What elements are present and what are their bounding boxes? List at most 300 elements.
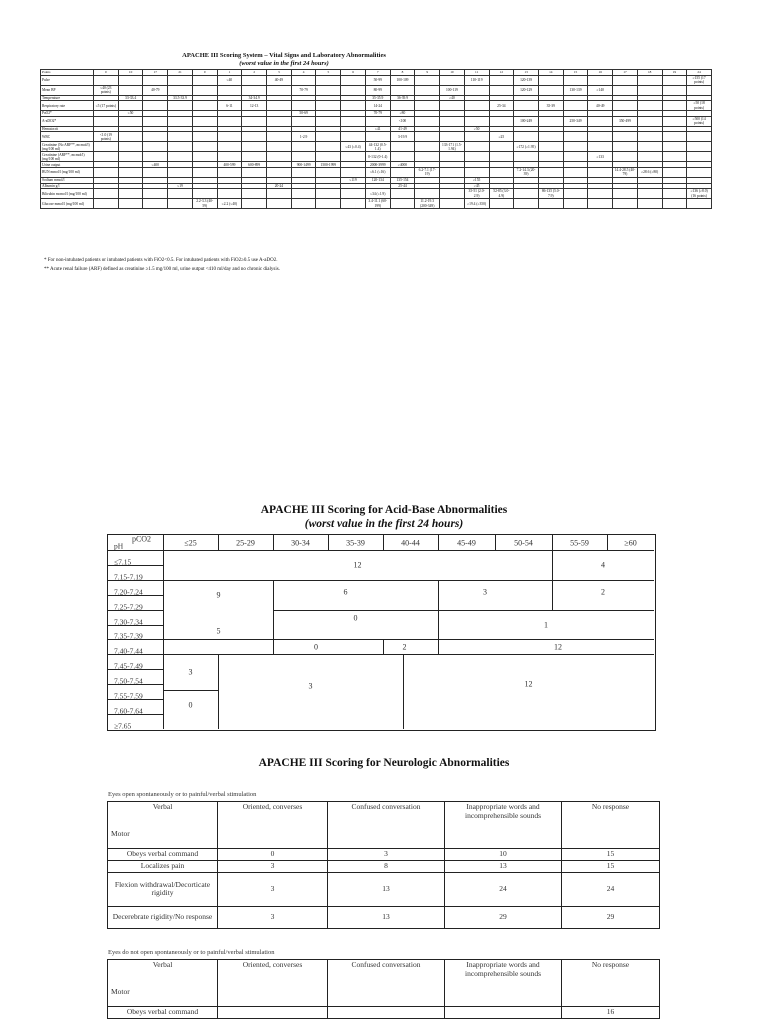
score-cell: 52-85 (3.0-4.9) bbox=[489, 189, 514, 199]
points-column-header: 19 bbox=[662, 70, 687, 76]
ph-row-label: ≤7.15 bbox=[114, 557, 132, 566]
score-cell: ≤119 bbox=[341, 177, 366, 183]
score-cell: ≤41 bbox=[365, 126, 390, 132]
score-cell bbox=[267, 152, 292, 162]
score-cell bbox=[637, 75, 662, 85]
score-cell bbox=[489, 152, 514, 162]
score-cell: 50-99 bbox=[365, 75, 390, 85]
score-cell bbox=[168, 75, 193, 85]
vital-signs-row bbox=[41, 152, 712, 162]
score-cell bbox=[242, 85, 267, 95]
points-column-header: 10 bbox=[118, 70, 143, 76]
header-column-divider bbox=[273, 535, 274, 550]
score-cell bbox=[588, 116, 613, 126]
score-cell: ≥500 (14 points) bbox=[687, 116, 712, 126]
neuro-row bbox=[108, 872, 660, 906]
score-cell bbox=[464, 116, 489, 126]
verbal-column-header: Confused conversation bbox=[328, 960, 445, 1007]
score-cell bbox=[291, 189, 316, 199]
score-cell bbox=[168, 199, 193, 209]
eyes-open-caption: Eyes open spontaneously or to painful/verbal stimulation bbox=[108, 791, 257, 798]
score-cell: 70-79 bbox=[365, 111, 390, 117]
score-cell: ≥25 bbox=[489, 132, 514, 142]
footnote-2: ** Acute renal failure (ARF) defined as creatinine ≥1.5 mg/100 ml, urine output <410 ml/day and no chronic dialysis. bbox=[44, 267, 280, 272]
vital-signs-row bbox=[41, 132, 712, 142]
score-cell bbox=[118, 132, 143, 142]
score-cell bbox=[489, 199, 514, 209]
neuro-score bbox=[445, 1007, 562, 1019]
score-cell bbox=[118, 167, 143, 177]
score-cell: 14-24 bbox=[365, 101, 390, 111]
score-cell bbox=[637, 189, 662, 199]
score-region: 12 bbox=[353, 560, 362, 570]
score-cell bbox=[291, 101, 316, 111]
score-region: 3 bbox=[308, 681, 313, 691]
score-cell bbox=[563, 167, 588, 177]
ph-row-label: 7.35-7.39 bbox=[114, 631, 143, 641]
score-cell bbox=[291, 199, 316, 209]
region-border bbox=[438, 580, 439, 610]
score-cell bbox=[390, 152, 415, 162]
score-cell bbox=[267, 189, 292, 199]
neuro-score: 24 bbox=[562, 872, 660, 906]
verbal-motor-corner bbox=[108, 960, 218, 1007]
score-cell bbox=[192, 85, 217, 95]
points-column-header: 5 bbox=[316, 70, 341, 76]
score-cell bbox=[316, 142, 341, 152]
score-cell: 1-2.9 bbox=[291, 132, 316, 142]
score-cell: ≤34 (≤1.9) bbox=[365, 189, 390, 199]
score-cell bbox=[242, 152, 267, 162]
score-cell bbox=[514, 189, 539, 199]
score-cell bbox=[341, 101, 366, 111]
score-cell bbox=[440, 116, 465, 126]
score-cell bbox=[143, 199, 168, 209]
neuro-score bbox=[218, 1007, 328, 1019]
neuro-table-eyes-open bbox=[107, 801, 660, 929]
row-label: Glucose mmol/l (mg/100 ml) bbox=[41, 199, 94, 209]
vital-signs-title bbox=[40, 52, 528, 68]
score-cell bbox=[242, 189, 267, 199]
score-cell bbox=[94, 75, 119, 85]
score-cell: 400-599 bbox=[217, 162, 242, 168]
neuro-header-row bbox=[108, 960, 660, 1007]
vital-signs-row bbox=[41, 142, 712, 152]
score-cell bbox=[687, 199, 712, 209]
score-cell: 86-135 (5.0-7.9) bbox=[538, 189, 563, 199]
score-cell bbox=[242, 75, 267, 85]
row-label: Urine output bbox=[41, 162, 94, 168]
score-cell: 6-11 bbox=[217, 101, 242, 111]
score-cell: ≥133 bbox=[588, 152, 613, 162]
vital-signs-row bbox=[41, 189, 712, 199]
score-cell bbox=[242, 142, 267, 152]
score-cell: <1.0 (19 points) bbox=[94, 132, 119, 142]
score-cell bbox=[168, 132, 193, 142]
neuro-score: 13 bbox=[445, 861, 562, 873]
points-column-header: 24 bbox=[687, 70, 712, 76]
row-label: Creatinine (No ARF**, mcmol/l) (mg/100 ml) bbox=[41, 142, 94, 152]
score-cell bbox=[538, 85, 563, 95]
neuro-score: 3 bbox=[218, 906, 328, 928]
neuro-score: 8 bbox=[328, 861, 445, 873]
score-cell bbox=[687, 132, 712, 142]
score-cell: 44-132 (0.5-1.4) bbox=[365, 142, 390, 152]
score-cell bbox=[489, 142, 514, 152]
score-cell bbox=[118, 101, 143, 111]
ph-row-label: 7.15-7.19 bbox=[114, 572, 143, 581]
score-cell: 135-154 bbox=[390, 177, 415, 183]
region-border bbox=[163, 580, 654, 581]
score-cell bbox=[687, 85, 712, 95]
score-cell: 34-34.9 bbox=[242, 95, 267, 101]
score-cell: 35-35.9 bbox=[365, 95, 390, 101]
motor-response: Decerebrate rigidity/No response bbox=[108, 906, 218, 928]
header-column-divider bbox=[552, 535, 553, 550]
neuro-score: 13 bbox=[328, 872, 445, 906]
points-column-header: 4 bbox=[291, 70, 316, 76]
score-cell bbox=[341, 199, 366, 209]
score-cell bbox=[143, 142, 168, 152]
points-column-header: 9 bbox=[415, 70, 440, 76]
score-region: 1 bbox=[544, 620, 548, 629]
score-cell: ≥45 bbox=[464, 183, 489, 189]
region-border bbox=[552, 550, 553, 580]
score-cell: 130-139 bbox=[563, 85, 588, 95]
score-cell bbox=[192, 132, 217, 142]
pco2-corner-label: pCO2 bbox=[131, 534, 152, 544]
score-cell bbox=[415, 75, 440, 85]
points-column-header: 16 bbox=[588, 70, 613, 76]
score-cell bbox=[563, 199, 588, 209]
neuro-score: 10 bbox=[445, 849, 562, 861]
score-cell bbox=[217, 132, 242, 142]
score-cell bbox=[94, 152, 119, 162]
verbal-column-header: Inappropriate words and incomprehensible sounds bbox=[445, 802, 562, 849]
score-cell bbox=[563, 75, 588, 85]
score-cell: 40-49 bbox=[267, 75, 292, 85]
score-cell bbox=[489, 85, 514, 95]
acid-base-title bbox=[108, 503, 660, 531]
neuro-score: 3 bbox=[218, 872, 328, 906]
score-cell bbox=[415, 116, 440, 126]
score-cell bbox=[168, 101, 193, 111]
score-cell bbox=[390, 85, 415, 95]
score-cell: 80-99 bbox=[365, 85, 390, 95]
score-cell bbox=[94, 189, 119, 199]
score-cell bbox=[588, 75, 613, 85]
score-cell bbox=[316, 152, 341, 162]
score-cell bbox=[143, 75, 168, 85]
score-cell bbox=[94, 167, 119, 177]
score-cell bbox=[588, 167, 613, 177]
score-cell bbox=[662, 101, 687, 111]
verbal-column-header: Confused conversation bbox=[328, 802, 445, 849]
score-cell bbox=[341, 189, 366, 199]
row-label: Creatinine (ARF**, mcmol/l) (mg/100 ml) bbox=[41, 152, 94, 162]
row-label: Hematocrit bbox=[41, 126, 94, 132]
score-cell bbox=[365, 132, 390, 142]
score-cell: 35-39 bbox=[538, 101, 563, 111]
region-border bbox=[163, 690, 218, 691]
neuro-score: 3 bbox=[218, 861, 328, 873]
score-cell bbox=[514, 132, 539, 142]
neuro-score: 15 bbox=[562, 849, 660, 861]
score-cell bbox=[662, 167, 687, 177]
score-cell bbox=[192, 142, 217, 152]
score-cell bbox=[291, 167, 316, 177]
score-cell: ≥155 bbox=[464, 177, 489, 183]
header-column-divider bbox=[438, 535, 439, 550]
score-cell bbox=[118, 152, 143, 162]
vital-signs-row bbox=[41, 75, 712, 85]
score-cell bbox=[613, 101, 638, 111]
score-cell: ≥40 bbox=[440, 95, 465, 101]
score-cell bbox=[662, 152, 687, 162]
score-cell bbox=[440, 75, 465, 85]
row-label: Albumin g/l bbox=[41, 183, 94, 189]
score-cell: ≥28.6 (≥80) bbox=[637, 167, 662, 177]
verbal-column-header: Oriented, converses bbox=[218, 960, 328, 1007]
score-cell bbox=[143, 101, 168, 111]
pco2-header: ≥60 bbox=[624, 538, 637, 547]
region-border bbox=[163, 654, 654, 655]
score-cell bbox=[613, 85, 638, 95]
vital-signs-row bbox=[41, 167, 712, 177]
score-cell bbox=[588, 199, 613, 209]
score-cell: 33.5-33.9 bbox=[168, 95, 193, 101]
score-region: 5 bbox=[216, 626, 221, 635]
points-column-header: 13 bbox=[514, 70, 539, 76]
ph-row-label: 7.50-7.54 bbox=[114, 676, 143, 685]
verbal-motor-corner bbox=[108, 802, 218, 849]
pco2-header: 45-49 bbox=[457, 538, 476, 547]
score-cell bbox=[143, 152, 168, 162]
score-cell bbox=[192, 75, 217, 85]
score-region: 12 bbox=[524, 679, 533, 689]
ph-row-label: ≥7.65 bbox=[114, 721, 132, 730]
vital-signs-row bbox=[41, 116, 712, 126]
verbal-column-header: No response bbox=[562, 960, 660, 1007]
score-cell bbox=[415, 152, 440, 162]
score-cell: 100-249 bbox=[514, 116, 539, 126]
score-cell bbox=[217, 116, 242, 126]
acid-base-subtitle: (worst value in the first 24 hours) bbox=[304, 518, 464, 530]
score-cell bbox=[242, 167, 267, 177]
score-cell bbox=[390, 189, 415, 199]
neuro-score: 3 bbox=[328, 849, 445, 861]
score-cell bbox=[316, 132, 341, 142]
pco2-header: 50-54 bbox=[514, 538, 533, 547]
points-column-header: 17 bbox=[613, 70, 638, 76]
score-cell: 40-49 bbox=[588, 101, 613, 111]
score-cell bbox=[489, 167, 514, 177]
score-cell bbox=[440, 189, 465, 199]
ph-column-divider bbox=[163, 535, 164, 729]
score-cell bbox=[390, 199, 415, 209]
score-cell: 50-69 bbox=[291, 111, 316, 117]
score-region: 3 bbox=[188, 667, 193, 677]
score-cell bbox=[662, 132, 687, 142]
eyes-closed-caption: Eyes do not open spontaneously or to painful/verbal stimulation bbox=[108, 949, 275, 956]
score-cell: ≤40 (23 points) bbox=[94, 85, 119, 95]
points-column-header: 21 bbox=[168, 70, 193, 76]
pco2-header: 35-39 bbox=[346, 538, 365, 547]
points-header: Points bbox=[41, 70, 94, 76]
points-column-header: 10 bbox=[440, 70, 465, 76]
neuro-score: 24 bbox=[445, 872, 562, 906]
verbal-label: Verbal bbox=[152, 802, 173, 811]
footnote-1: * For non-intubated patients or intubated patients with FiO2<0.5. For intubated patients with FiO2≥0.5 use A-aDO2. bbox=[44, 258, 278, 263]
score-cell: 1500-1999 bbox=[316, 162, 341, 168]
score-cell bbox=[192, 116, 217, 126]
score-cell bbox=[613, 199, 638, 209]
row-label: Temperature bbox=[41, 95, 94, 101]
neuro-row bbox=[108, 849, 660, 861]
score-cell: 900-1499 bbox=[291, 162, 316, 168]
points-column-header: 0 bbox=[192, 70, 217, 76]
score-cell bbox=[267, 167, 292, 177]
score-cell bbox=[464, 152, 489, 162]
score-cell bbox=[687, 167, 712, 177]
score-cell bbox=[291, 116, 316, 126]
ph-row-label: 7.60-7.64 bbox=[114, 706, 143, 715]
score-cell: 11.2-19.3 (200-349) bbox=[415, 199, 440, 209]
score-cell bbox=[563, 132, 588, 142]
score-cell: 25-44 bbox=[390, 183, 415, 189]
score-cell: ≤50 bbox=[118, 111, 143, 117]
points-column-header: 6 bbox=[341, 70, 366, 76]
score-cell bbox=[464, 101, 489, 111]
score-cell: 133-171 (1.5-1.94) bbox=[440, 142, 465, 152]
score-cell: 2000-3999 bbox=[365, 162, 390, 168]
score-cell: 33-33.4 bbox=[118, 95, 143, 101]
ph-row-label: 7.45-7.49 bbox=[114, 661, 143, 670]
score-cell bbox=[341, 167, 366, 177]
neuro-table-eyes-closed bbox=[107, 959, 660, 1019]
score-cell: 350-499 bbox=[613, 116, 638, 126]
vital-signs-table bbox=[40, 69, 712, 209]
score-cell bbox=[440, 132, 465, 142]
score-cell bbox=[563, 189, 588, 199]
neuro-score bbox=[328, 1007, 445, 1019]
score-cell: ≥155 (17 points) bbox=[687, 75, 712, 85]
score-cell: ≤5 (17 points) bbox=[94, 101, 119, 111]
score-cell: 14.4-28.5 (40-79) bbox=[613, 167, 638, 177]
score-cell bbox=[341, 116, 366, 126]
neuro-row bbox=[108, 861, 660, 873]
score-cell bbox=[316, 85, 341, 95]
score-cell: <100 bbox=[390, 116, 415, 126]
score-cell: 35-51 (2.0-2.9) bbox=[464, 189, 489, 199]
score-cell bbox=[267, 132, 292, 142]
score-cell: ≤19 bbox=[168, 183, 193, 189]
score-cell bbox=[217, 142, 242, 152]
vital-signs-subtitle: (worst value in the first 24 hours) bbox=[239, 60, 329, 67]
row-label: Pulse bbox=[41, 75, 94, 85]
score-cell bbox=[613, 132, 638, 142]
score-cell bbox=[613, 142, 638, 152]
pco2-header: ≤25 bbox=[184, 538, 197, 547]
score-cell bbox=[662, 75, 687, 85]
verbal-column-header: No response bbox=[562, 802, 660, 849]
score-cell bbox=[316, 75, 341, 85]
score-cell: 100-109 bbox=[390, 75, 415, 85]
score-cell bbox=[637, 132, 662, 142]
neuro-score: 29 bbox=[445, 906, 562, 928]
pco2-header: 40-44 bbox=[401, 538, 420, 547]
score-cell bbox=[217, 85, 242, 95]
score-cell: ≥80 bbox=[390, 111, 415, 117]
score-region: 2 bbox=[601, 587, 605, 596]
score-region: 0 bbox=[314, 642, 318, 651]
neurologic-title: APACHE III Scoring for Neurologic Abnormalities bbox=[258, 757, 510, 769]
score-cell bbox=[613, 152, 638, 162]
score-cell bbox=[538, 116, 563, 126]
score-cell: ≥140 bbox=[588, 85, 613, 95]
score-cell bbox=[538, 167, 563, 177]
score-cell bbox=[168, 142, 193, 152]
score-cell: 120-134 bbox=[365, 177, 390, 183]
score-cell bbox=[267, 142, 292, 152]
pco2-header: 30-34 bbox=[291, 538, 310, 547]
score-cell: 110-119 bbox=[464, 75, 489, 85]
motor-label: Motor bbox=[111, 828, 130, 838]
score-cell bbox=[637, 199, 662, 209]
row-label: WBC bbox=[41, 132, 94, 142]
score-cell: ≤43 (≤0.4) bbox=[341, 142, 366, 152]
header-column-divider bbox=[218, 535, 219, 550]
score-cell bbox=[192, 152, 217, 162]
score-cell: ≥136 (≥8.0) (16 points) bbox=[687, 189, 712, 199]
score-cell bbox=[168, 85, 193, 95]
score-cell bbox=[118, 142, 143, 152]
score-cell bbox=[489, 75, 514, 85]
row-label: BUN mmol/l (mg/100 ml) bbox=[41, 167, 94, 177]
score-cell bbox=[662, 85, 687, 95]
score-cell bbox=[464, 85, 489, 95]
score-cell bbox=[267, 199, 292, 209]
score-cell bbox=[291, 75, 316, 85]
score-cell bbox=[168, 116, 193, 126]
score-cell bbox=[341, 85, 366, 95]
score-cell: 41-49 bbox=[390, 126, 415, 132]
region-border bbox=[163, 639, 654, 640]
score-cell bbox=[168, 152, 193, 162]
score-cell bbox=[440, 199, 465, 209]
score-cell bbox=[637, 101, 662, 111]
score-cell: 12-13 bbox=[242, 101, 267, 111]
verbal-label: Verbal bbox=[152, 960, 173, 969]
score-cell bbox=[390, 142, 415, 152]
score-cell bbox=[118, 199, 143, 209]
motor-response: Obeys verbal command bbox=[108, 849, 218, 861]
motor-response: Flexion withdrawal/Decorticate rigidity bbox=[108, 872, 218, 906]
pco2-header: 25-29 bbox=[236, 538, 255, 547]
score-cell: 40-79 bbox=[143, 85, 168, 95]
neuro-row bbox=[108, 906, 660, 928]
score-cell: ≥19.4 (≥350) bbox=[464, 199, 489, 209]
row-label: Sodium mmol/l bbox=[41, 177, 94, 183]
score-cell bbox=[637, 142, 662, 152]
score-cell bbox=[267, 116, 292, 126]
score-cell bbox=[538, 132, 563, 142]
ph-row-label: 7.30-7.34 bbox=[114, 617, 143, 626]
score-cell bbox=[118, 75, 143, 85]
score-cell bbox=[118, 116, 143, 126]
score-cell bbox=[316, 101, 341, 111]
verbal-column-header: Oriented, converses bbox=[218, 802, 328, 849]
